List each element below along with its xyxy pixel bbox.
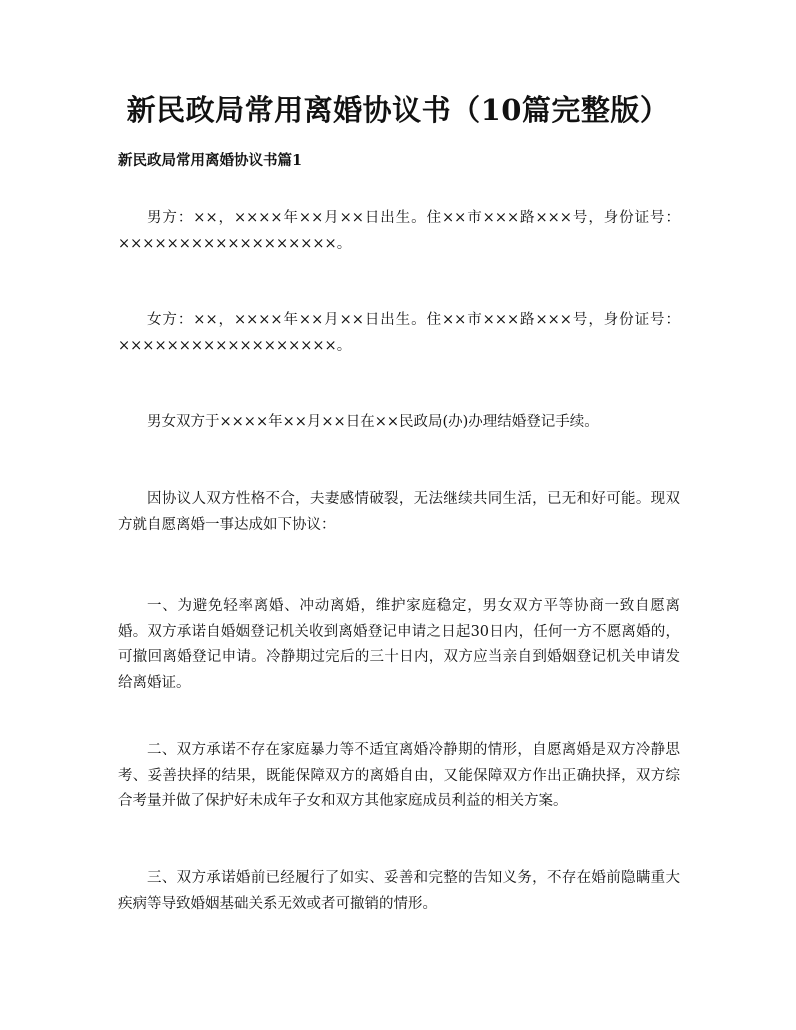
paragraph-male-party: 男方：××，××××年××月××日出生。住××市×××路×××号，身份证号：××××××××××××××××××。 xyxy=(118,210,680,252)
paragraph-female-party: 女方：××，××××年××月××日出生。住××市×××路×××号，身份证号：××××××××××××××××××。 xyxy=(118,312,680,354)
paragraph-clause-3: 三、双方承诺婚前已经履行了如实、妥善和完整的告知义务，不存在婚前隐瞒重大疾病等导致婚姻基础关系无效或者可撤销的情形。 xyxy=(118,870,680,912)
document-title: 新民政局常用离婚协议书（10篇完整版） xyxy=(126,93,670,127)
section-heading: 新民政局常用离婚协议书篇1 xyxy=(118,152,303,169)
paragraph-clause-1: 一、为避免轻率离婚、冲动离婚，维护家庭稳定，男女双方平等协商一致自愿离婚。双方承诺自婚姻登记机关收到离婚登记申请之日起30日内，任何一方不愿离婚的，可撤回离婚登记申请。冷静期过完后的三十日内，双方应当亲自到婚姻登记机关申请发给离婚证。 xyxy=(118,598,680,691)
paragraph-reason: 因协议人双方性格不合，夫妻感情破裂，无法继续共同生活，已无和好可能。现双方就自愿离婚一事达成如下协议： xyxy=(118,491,680,533)
paragraph-marriage-registration: 男女双方于××××年××月××日在××民政局(办)办理结婚登记手续。 xyxy=(147,414,599,430)
paragraph-clause-2: 二、双方承诺不存在家庭暴力等不适宜离婚冷静期的情形，自愿离婚是双方冷静思考、妥善抉择的结果，既能保障双方的离婚自由，又能保障双方作出正确抉择，双方综合考量并做了保护好未成年子女和双方其他家庭成员利益的相关方案。 xyxy=(118,742,680,809)
